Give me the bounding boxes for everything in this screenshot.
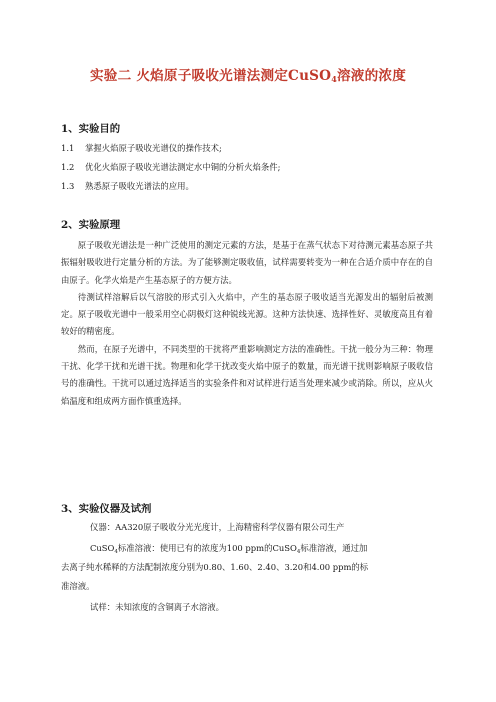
paragraph: 待测试样溶解后以气溶胶的形式引入火焰中，产生的基态原子吸收适当光源发出的辐射后被测定。原子吸收光谱中一般采用空心阴极灯这种锐线光源。这种方法快速、选择性好、灵敏度高且有着较好的精密度。 — [61, 291, 433, 337]
instrument-line: 仪器：AA320原子吸收分光光度计，上海精密科学仪器有限公司生产 — [90, 522, 345, 532]
objective-item — [61, 161, 280, 173]
objective-item — [61, 142, 222, 154]
principle-paragraphs — [61, 237, 433, 410]
text-span: 标准溶液：使用已有的浓度为100 ppm的CuSO — [117, 543, 297, 553]
section-heading-principle: 2、实验原理 — [61, 219, 121, 231]
text-span: 标准溶液，通过加 — [300, 543, 368, 553]
title-text: 实验二 火焰原子吸收光谱法测定CuSO — [90, 68, 332, 84]
paragraph: 然而，在原子光谱中，不同类型的干扰将严重影响测定方法的准确性。干扰一般分为三种：物理干扰、化学干扰和光谱干扰。物理和化学干扰改变火焰中原子的数量，而光谱干扰则影响原子吸收信号的准确性。干扰可以通过选择适当的实验条件和对试样进行适当处理来减少或消除。所以，应从火焰温度和组成两方面作慎重选择。 — [61, 343, 433, 406]
section-heading-objectives: 1、实验目的 — [61, 123, 121, 135]
objective-item — [61, 180, 194, 192]
text-span: CuSO — [90, 543, 115, 553]
standard-solution-line-3: 准溶液。 — [61, 581, 95, 591]
section-heading-instruments: 3、实验仪器及试剂 — [61, 503, 152, 515]
item-number: 1.2 — [61, 162, 75, 172]
subscript: 4 — [296, 548, 301, 555]
subscript: 4 — [114, 548, 118, 555]
item-text: 掌握火焰原子吸收光谱仪的操作技术; — [85, 143, 222, 153]
item-text: 优化火焰原子吸收光谱法测定水中铜的分析火焰条件; — [85, 162, 281, 172]
standard-solution-line-2: 去离子纯水稀释的方法配制浓度分别为0.80、1.60、2.40、3.20和4.00 ppm的标 — [61, 562, 369, 572]
item-number: 1.3 — [61, 181, 75, 191]
title-subscript: 4 — [331, 74, 338, 84]
item-text: 熟悉原子吸收光谱法的应用。 — [85, 181, 194, 191]
paragraph: 原子吸收光谱法是一种广泛使用的测定元素的方法，是基于在蒸气状态下对待测元素基态原子共振辐射吸收进行定量分析的方法。为了能够测定吸收值，试样需要转变为一种在合适介质中存在的自由原子。化学火焰是产生基态原子的方便方法。 — [61, 240, 433, 285]
sample-line: 试样：未知浓度的含铜离子水溶液。 — [90, 602, 224, 612]
item-number: 1.1 — [61, 143, 75, 153]
page-title — [0, 64, 496, 84]
standard-solution-line — [61, 542, 367, 554]
title-suffix: 溶液的浓度 — [337, 68, 406, 84]
